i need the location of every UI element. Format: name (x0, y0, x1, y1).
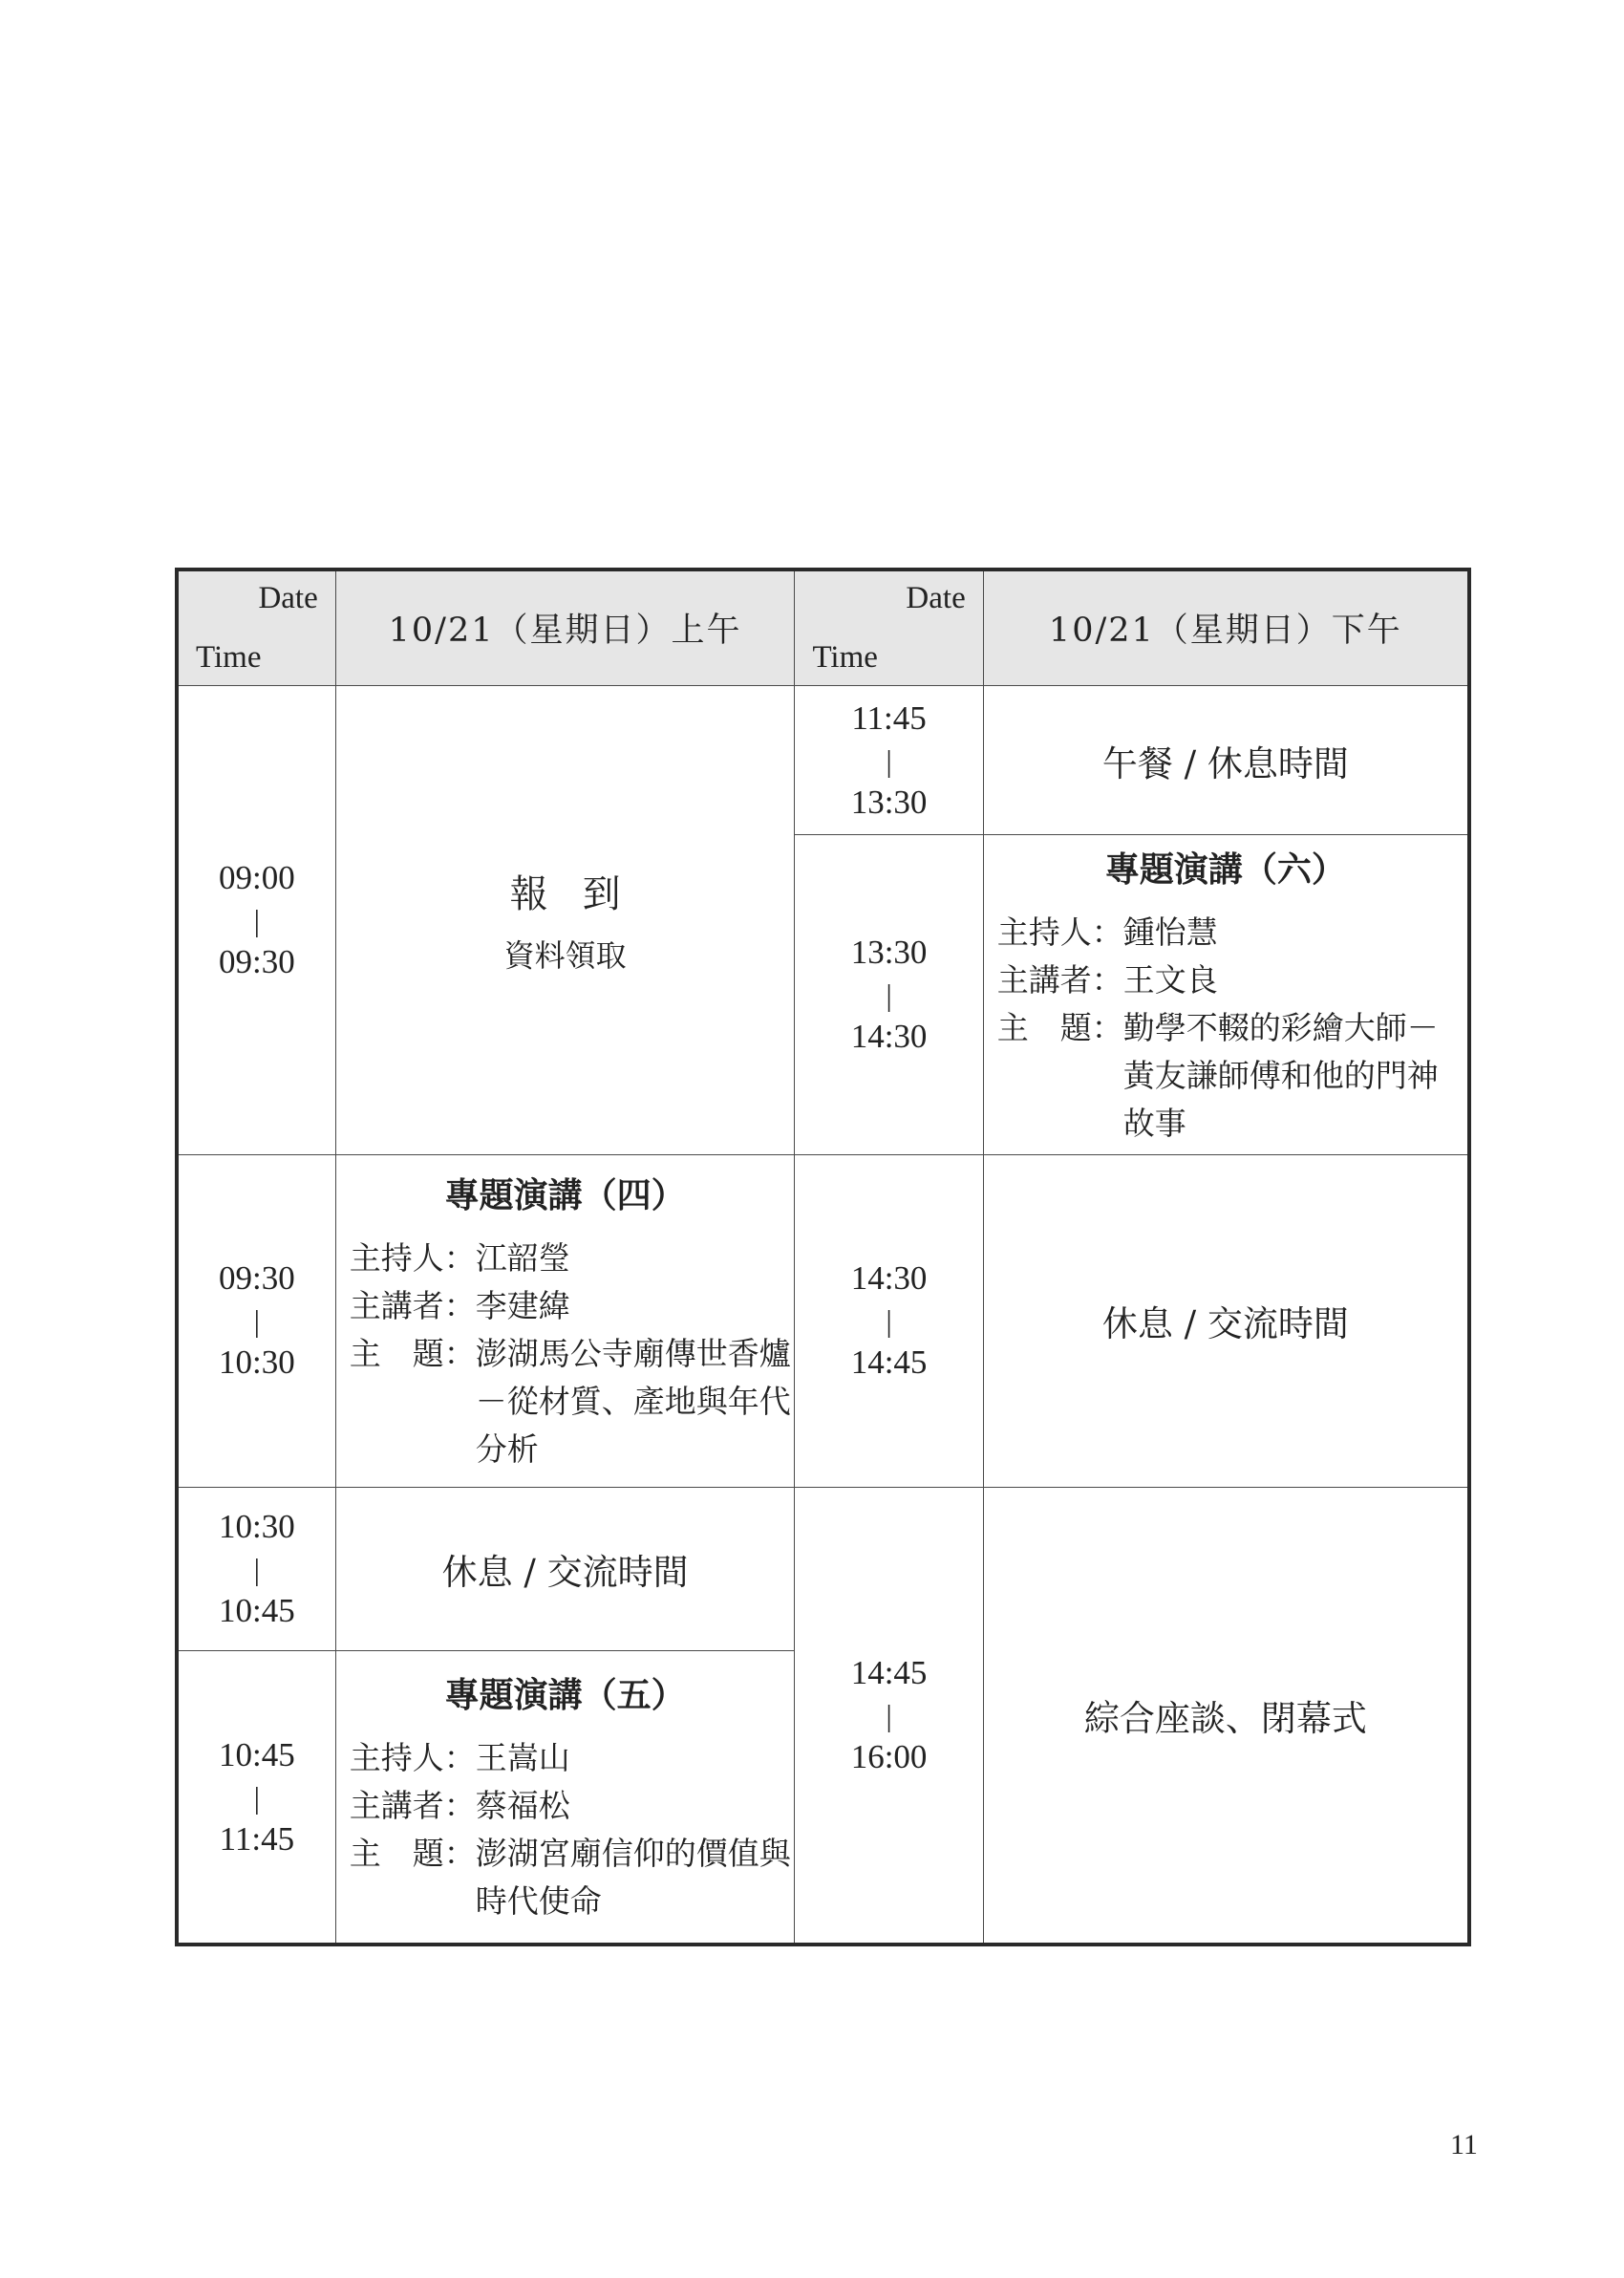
lecture-five-cell: 專題演講（五） 主持人： 王嵩山 主講者： 蔡福松 主 題： 澎湖宮廟信仰的價值與時代使命 (335, 1651, 795, 1945)
schedule-row (177, 1154, 1469, 1487)
time-label-right: Time (812, 639, 878, 675)
time-label-left: Time (196, 639, 262, 675)
time-cell: 13:30 | 14:30 (795, 835, 983, 1155)
lunch-cell: 午餐 / 休息時間 (983, 685, 1469, 834)
time-cell: 10:30 | 10:45 (177, 1487, 335, 1650)
time-cell: 09:00 | 09:30 (177, 685, 335, 1154)
closing-cell: 綜合座談、閉幕式 (983, 1487, 1469, 1945)
break-cell: 休息 / 交流時間 (335, 1487, 795, 1650)
lecture-four-cell: 專題演講（四） 主持人： 江韶瑩 主講者： 李建緯 主 題： 澎湖馬公寺廟傳世香爐－從材質、產地與年代分析 (335, 1154, 795, 1487)
time-cell: 11:45 | 13:30 (795, 685, 983, 834)
break-cell: 休息 / 交流時間 (983, 1154, 1469, 1487)
morning-header: 10/21（星期日）上午 (335, 570, 795, 685)
schedule-table (175, 568, 1471, 1946)
time-cell: 14:45 | 16:00 (795, 1487, 983, 1945)
lecture-title: 專題演講（五） (444, 1675, 686, 1715)
page-number: 11 (1450, 2129, 1478, 2160)
lecture-six-cell: 專題演講（六） 主持人： 鍾怡慧 主講者： 王文良 主 題： 勤學不輟的彩繪大師－黃友謙師傅和他的門神故事 (983, 835, 1469, 1155)
lecture-title: 專題演講（六） (1104, 849, 1346, 890)
time-cell: 09:30 | 10:30 (177, 1154, 335, 1487)
date-label-right: Date (906, 581, 966, 615)
registration-title: 報到 (509, 872, 655, 917)
schedule-row (177, 685, 1469, 834)
lecture-title: 專題演講（四） (444, 1174, 686, 1215)
date-time-corner-right (795, 570, 983, 685)
date-time-corner-left (177, 570, 335, 685)
schedule-row (177, 1487, 1469, 1650)
header-row (177, 570, 1469, 685)
registration-subtitle: 資料領取 (503, 937, 627, 975)
afternoon-header: 10/21（星期日）下午 (983, 570, 1469, 685)
time-cell: 14:30 | 14:45 (795, 1154, 983, 1487)
date-label-left: Date (258, 581, 318, 615)
time-cell: 10:45 | 11:45 (177, 1651, 335, 1945)
registration-cell (335, 685, 795, 1154)
